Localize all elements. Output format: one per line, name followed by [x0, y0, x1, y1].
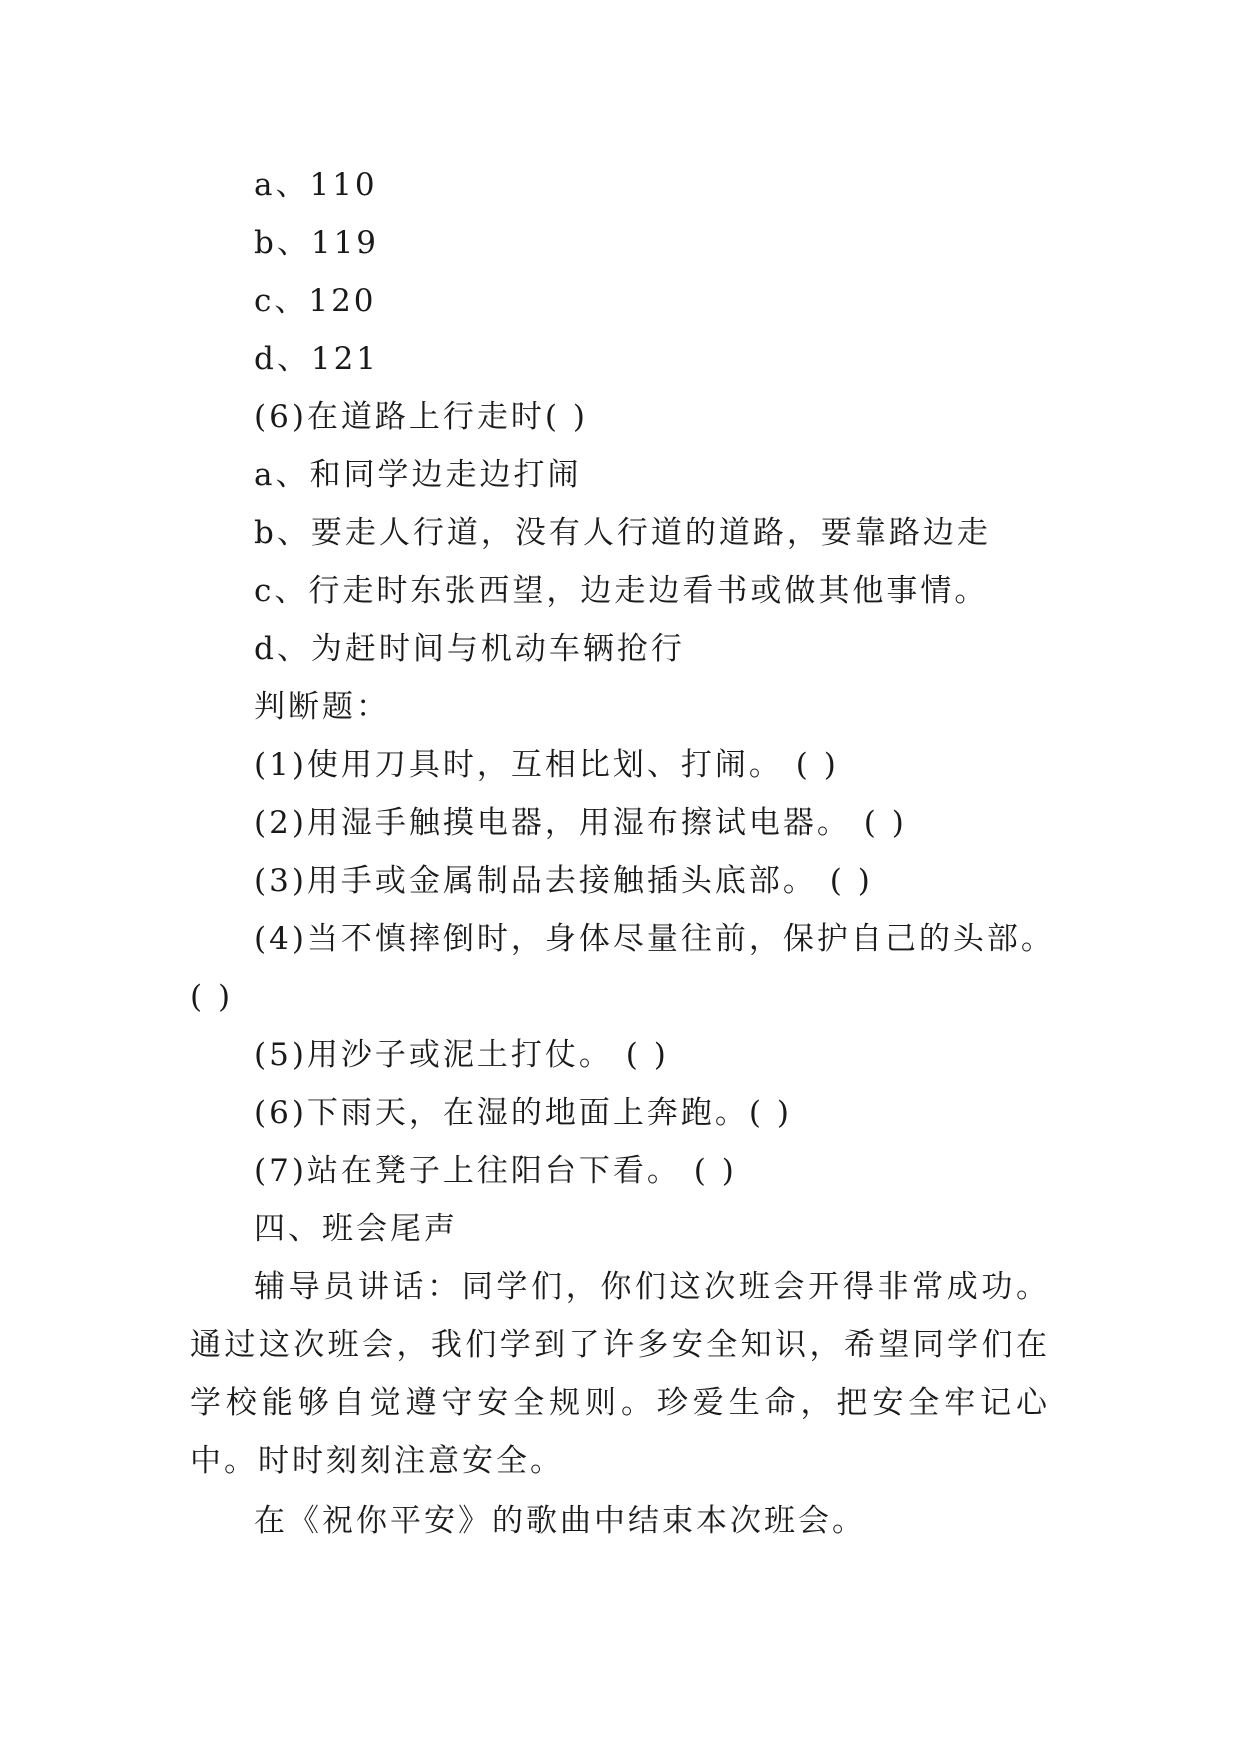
true-false-item-6: (6)下雨天，在湿的地面上奔跑。( ) [254, 1095, 792, 1131]
true-false-item-4: (4)当不慎摔倒时，身体尽量往前，保护自己的头部。 [254, 921, 1055, 957]
option-a-110: a、110 [254, 167, 378, 203]
true-false-item-7: (7)站在凳子上往阳台下看。 ( ) [254, 1153, 737, 1189]
true-false-item-2: (2)用湿手触摸电器，用湿布擦试电器。 ( ) [254, 805, 907, 841]
question-6-option-a: a、和同学边走边打闹 [254, 457, 582, 493]
option-d-121: d、121 [254, 341, 380, 377]
true-false-item-3: (3)用手或金属制品去接触插头底部。 ( ) [254, 863, 873, 899]
true-false-heading: 判断题： [254, 689, 390, 725]
true-false-item-4-blank: ( ) [190, 979, 234, 1015]
question-6-option-b: b、要走人行道，没有人行道的道路，要靠路边走 [254, 515, 991, 551]
section-heading-closing: 四、班会尾声 [254, 1211, 458, 1247]
true-false-item-5: (5)用沙子或泥土打仗。 ( ) [254, 1037, 669, 1073]
true-false-item-1: (1)使用刀具时，互相比划、打闹。 ( ) [254, 747, 839, 783]
option-b-119: b、119 [254, 225, 380, 261]
question-6: (6)在道路上行走时( ) [254, 399, 588, 435]
option-c-120: c、120 [254, 283, 377, 319]
final-line: 在《祝你平安》的歌曲中结束本次班会。 [254, 1503, 866, 1539]
question-6-option-c: c、行走时东张西望，边走边看书或做其他事情。 [254, 573, 989, 609]
question-6-option-d: d、为赶时间与机动车辆抢行 [254, 631, 685, 667]
closing-paragraph: 辅导员讲话：同学们，你们这次班会开得非常成功。通过这次班会，我们学到了许多安全知识，希望同学们在学校能够自觉遵守安全规则。珍爱生命，把安全牢记心中。时时刻刻注意安全。 [190, 1269, 1050, 1479]
